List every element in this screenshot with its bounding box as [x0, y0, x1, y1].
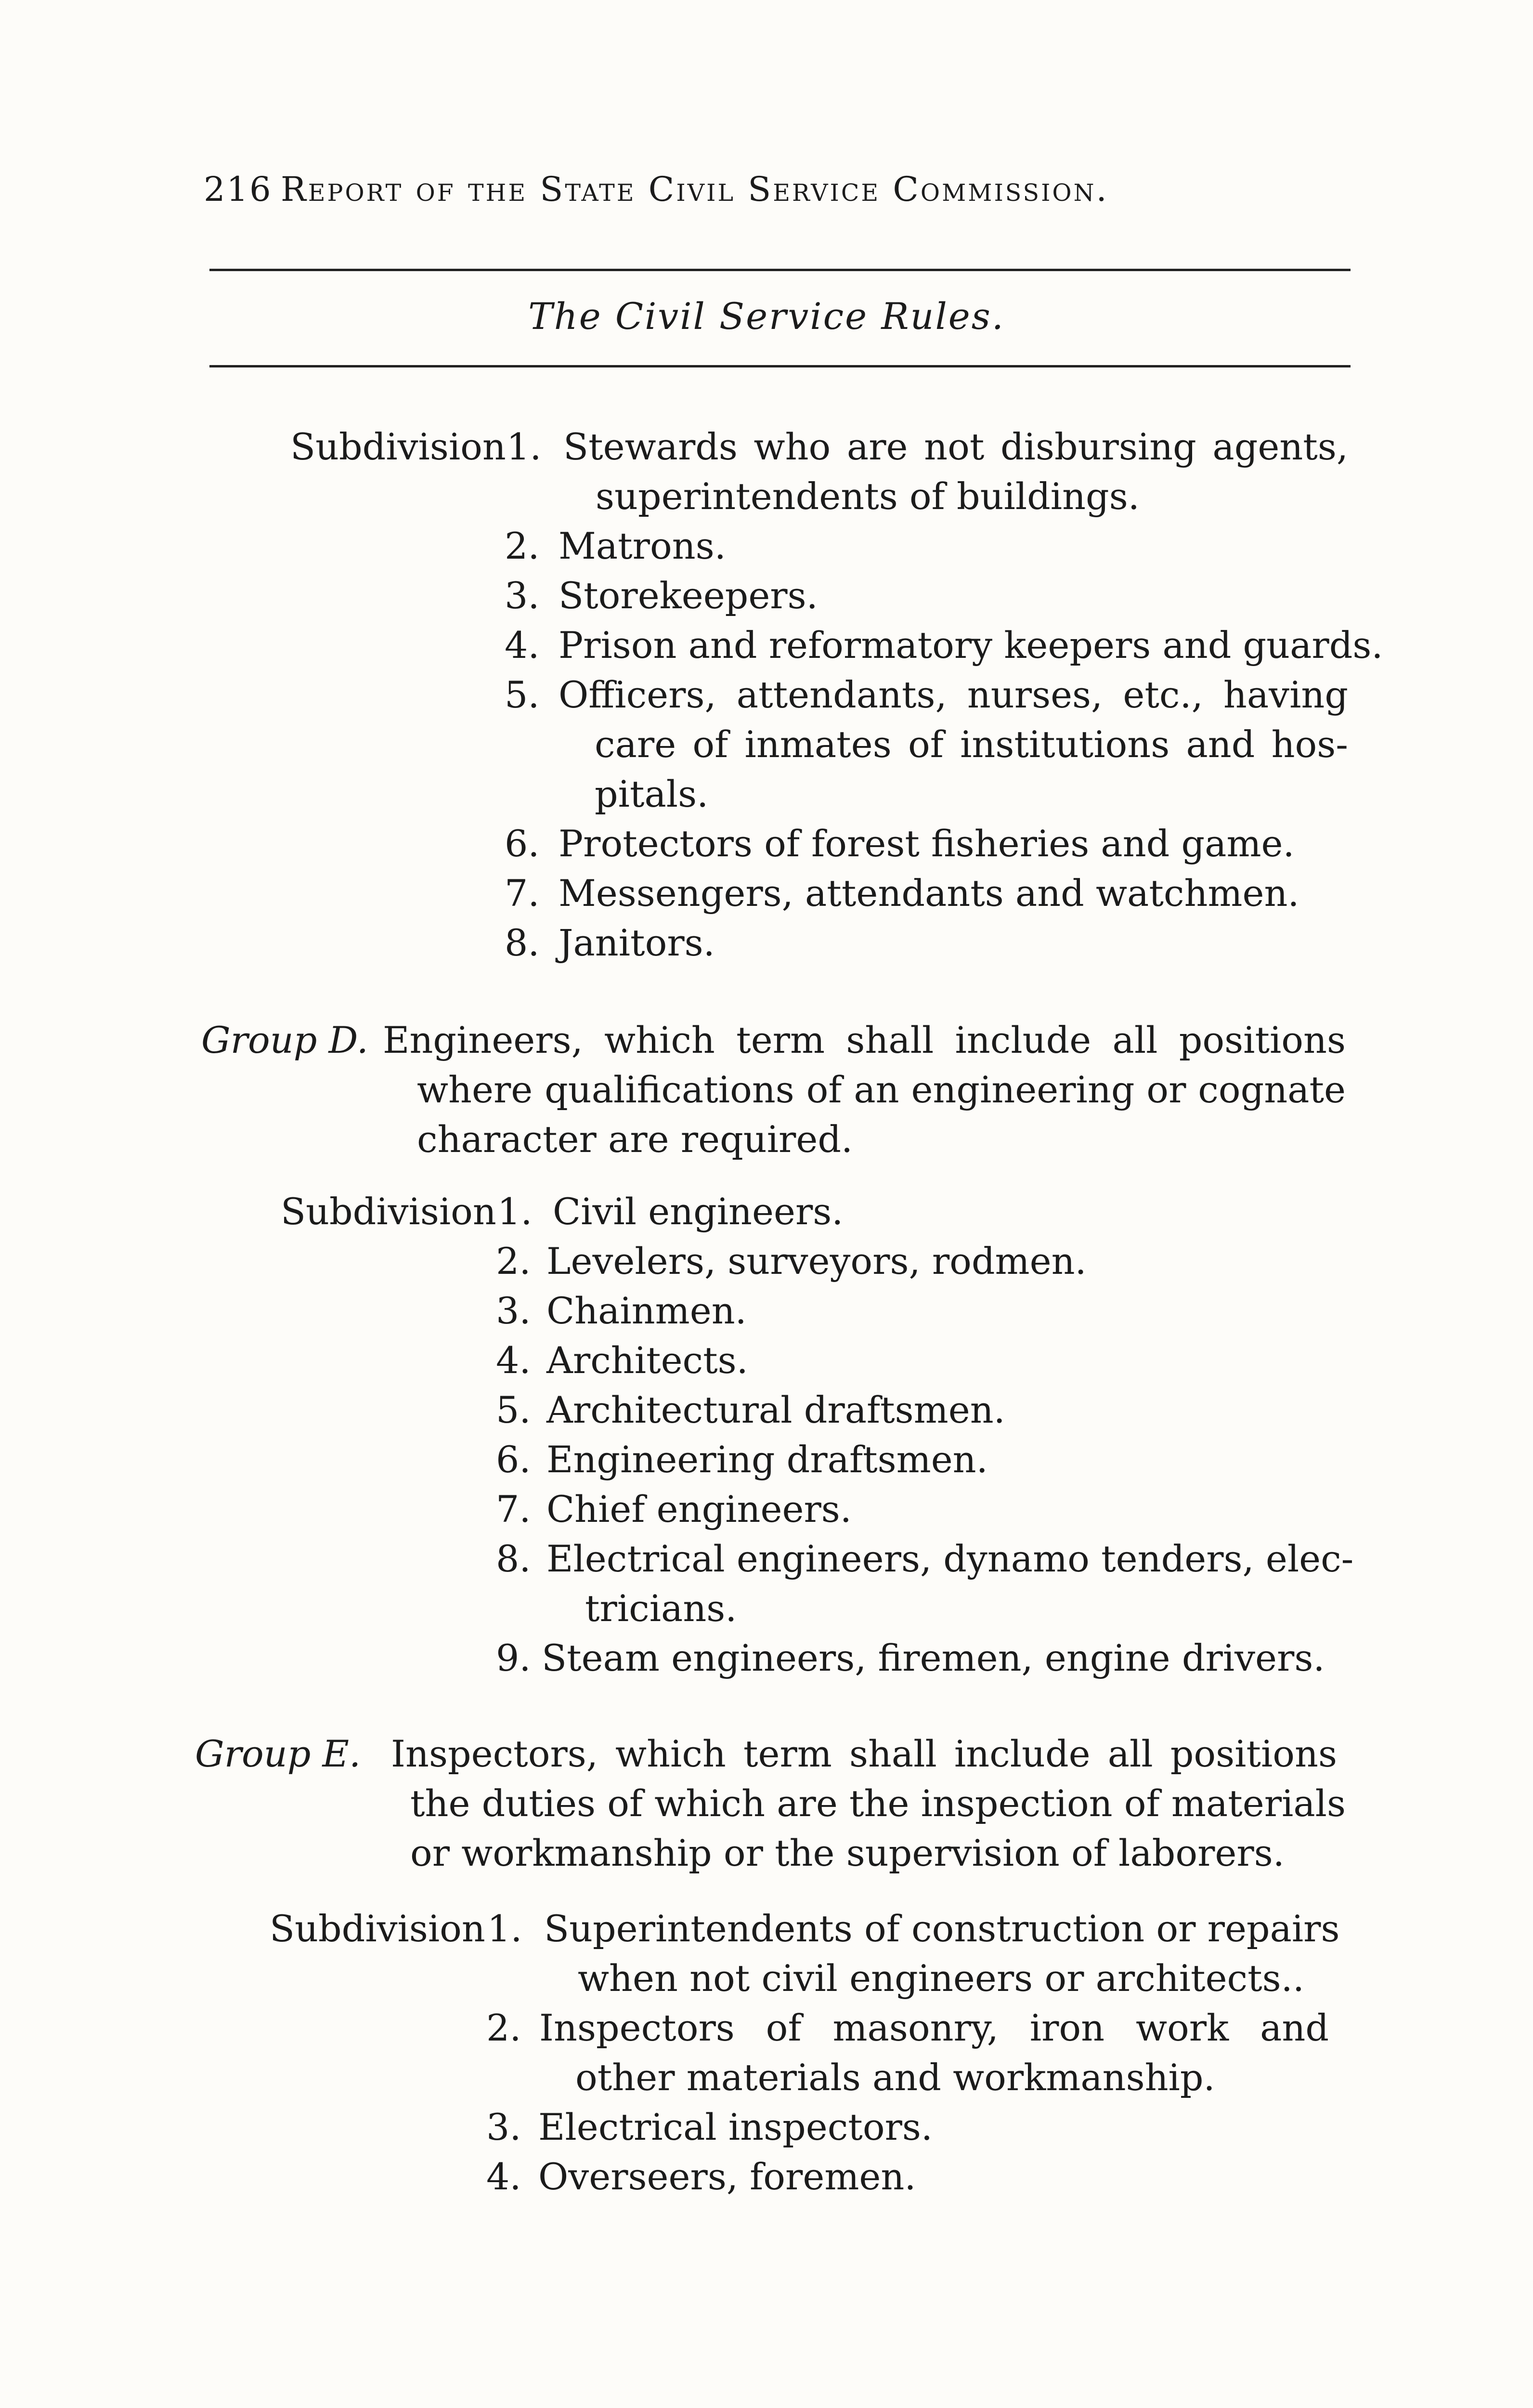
item-text-continuation: superintendents of buildings. — [596, 475, 1140, 518]
item-number: 6. — [505, 822, 540, 865]
item-text: Janitors. — [559, 921, 715, 964]
item-text-continuation: care of inmates of institutions and hos- — [595, 723, 1348, 766]
item-number: 2. — [505, 524, 540, 567]
item-text: Messengers, attendants and watchmen. — [559, 872, 1299, 915]
item-number: 5. — [496, 1388, 531, 1431]
top-rule — [209, 269, 1351, 271]
group-description-continuation: where qualifications of an engineering or cognate — [417, 1068, 1346, 1111]
subdivision-label: Subdivision — [290, 425, 506, 468]
item-text: Architectural draftsmen. — [546, 1388, 1005, 1431]
bottom-rule — [209, 365, 1351, 367]
item-number: 7. — [505, 872, 540, 915]
subdivision-label: Subdivision — [281, 1190, 496, 1233]
item-number: 2. — [496, 1240, 531, 1283]
item-text: Architects. — [546, 1339, 748, 1382]
group-label: Group D. — [201, 1019, 368, 1061]
subdivision-label: Subdivision — [270, 1907, 485, 1950]
item-text-continuation: tricians. — [585, 1587, 737, 1630]
item-number: 4. — [496, 1339, 531, 1382]
group-description: Inspectors, which term shall include all positions — [391, 1732, 1337, 1775]
item-text: Electrical engineers, dynamo tenders, elec- — [546, 1537, 1354, 1580]
item-text: Inspectors of masonry, iron work and — [539, 2006, 1329, 2049]
item-text-continuation: other materials and workmanship. — [575, 2056, 1215, 2099]
group-description-continuation: or workmanship or the supervision of laborers. — [410, 1832, 1285, 1874]
group-label: Group E. — [195, 1732, 361, 1775]
item-text: Engineering draftsmen. — [546, 1438, 988, 1481]
item-number: 4. — [486, 2155, 521, 2198]
item-text: Storekeepers. — [559, 574, 818, 617]
item-text: Civil engineers. — [553, 1190, 844, 1233]
item-text: Electrical inspectors. — [538, 2106, 933, 2148]
item-text: Levelers, surveyors, rodmen. — [546, 1240, 1087, 1283]
item-text-continuation: pitals. — [595, 772, 709, 815]
item-text: Superintendents of construction or repairs — [544, 1907, 1340, 1950]
item-text: Chainmen. — [546, 1289, 747, 1332]
page-number: 216 — [204, 170, 273, 209]
section-subtitle: The Civil Service Rules. — [528, 295, 1005, 338]
item-number: 1. — [497, 1190, 533, 1233]
item-number: 8. — [505, 921, 540, 964]
group-description: Engineers, which term shall include all positions — [383, 1019, 1346, 1061]
group-description-continuation: the duties of which are the inspection of materials — [410, 1782, 1346, 1825]
running-header — [204, 170, 1109, 209]
item-text-continuation: when not civil engineers or architects.. — [578, 1957, 1304, 2000]
item-number: 5. — [505, 673, 540, 716]
item-number: 3. — [505, 574, 540, 617]
item-number: 3. — [486, 2106, 521, 2148]
group-description-continuation: character are required. — [417, 1118, 853, 1161]
item-text: Chief engineers. — [546, 1488, 852, 1531]
item-number: 1. — [487, 1907, 522, 1950]
item-text: Protectors of forest fisheries and game. — [559, 822, 1295, 865]
item-text: Stewards who are not disbursing agents, — [563, 425, 1348, 468]
item-text: Steam engineers, firemen, engine drivers. — [542, 1636, 1325, 1679]
item-text: Overseers, foremen. — [538, 2155, 916, 2198]
item-number: 4. — [505, 624, 540, 667]
item-number: 1. — [507, 425, 542, 468]
item-number: 2. — [486, 2006, 521, 2049]
item-number: 7. — [496, 1488, 531, 1531]
item-number: 6. — [496, 1438, 531, 1481]
item-number: 8. — [496, 1537, 531, 1580]
item-text: Prison and reformatory keepers and guards. — [559, 624, 1383, 667]
running-title: Report of the State Civil Service Commission. — [281, 170, 1109, 209]
item-text: Officers, attendants, nurses, etc., having — [559, 673, 1348, 716]
item-number: 3. — [496, 1289, 531, 1332]
item-text: Matrons. — [559, 524, 726, 567]
item-number: 9. — [496, 1636, 531, 1679]
